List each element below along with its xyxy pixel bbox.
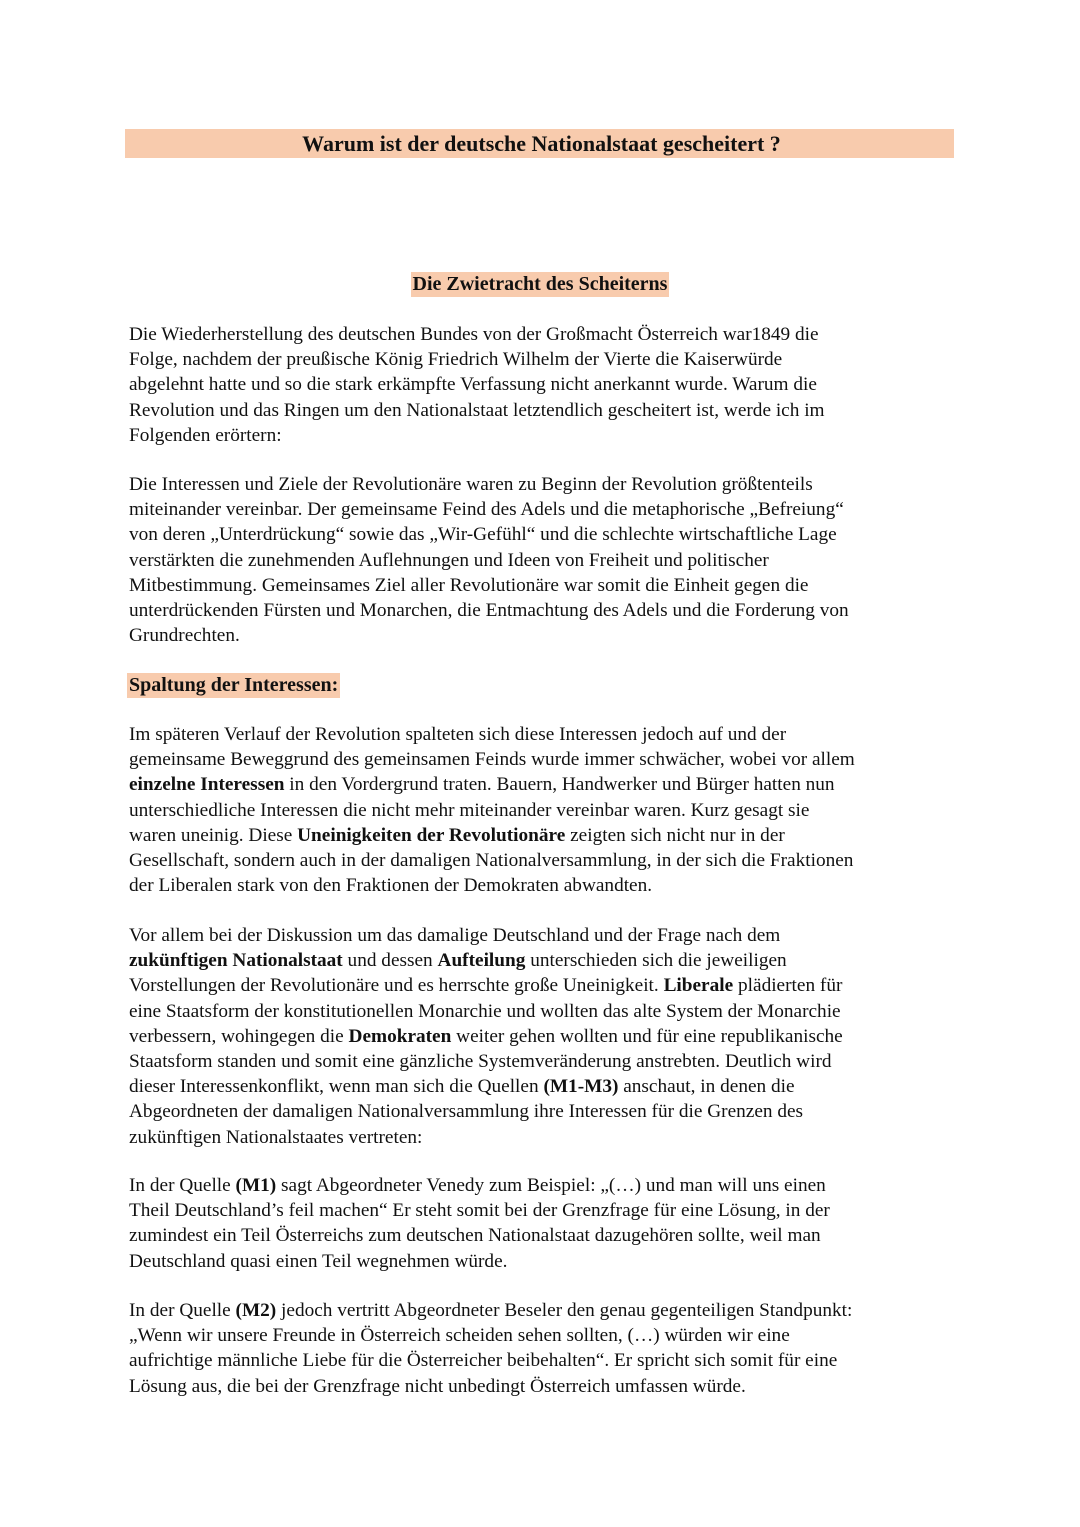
text-line: abgelehnt hatte und so die stark erkämpfte Verfassung nicht anerkannt wurde. Warum die xyxy=(129,374,817,396)
text-line: Gesellschaft, sondern auch in der damaligen Nationalversammlung, in der sich die Fraktionen xyxy=(129,850,854,872)
subtitle-wrap xyxy=(0,272,1080,297)
section-heading: Spaltung der Interessen: xyxy=(129,674,339,696)
text-line: zukünftigen Nationalstaat und dessen Aufteilung unterschieden sich die jeweiligen xyxy=(129,950,787,972)
paragraph-split xyxy=(129,722,959,898)
bold-term: (M1) xyxy=(235,1175,277,1196)
text-line: Die Wiederherstellung des deutschen Bundes von der Großmacht Österreich war1849 die xyxy=(129,324,819,345)
text-line: verbessern, wohingegen die Demokraten weiter gehen wollten und für eine republikanische xyxy=(129,1025,843,1047)
text-line: von deren „Unterdrückung“ sowie das „Wir-Gefühl“ und die schlechte wirtschaftliche Lage xyxy=(129,524,837,546)
text-line: In der Quelle (M1) sagt Abgeordneter Venedy zum Beispiel: „(…) und man will uns einen xyxy=(129,1175,826,1196)
bold-term: Aufteilung xyxy=(437,950,526,972)
text-line: zukünftigen Nationalstaates vertreten: xyxy=(129,1126,423,1148)
text-line: Folge, nachdem der preußische König Friedrich Wilhelm der Vierte die Kaiserwürde xyxy=(129,349,783,371)
paragraph-interests xyxy=(129,472,959,648)
text-line: verstärkten die zunehmenden Auflehnungen und Ideen von Freiheit und politischer xyxy=(129,549,769,571)
text-line: zumindest ein Teil Österreichs zum deutschen Nationalstaat dazugehören sollte, weil man xyxy=(129,1225,821,1247)
bold-term: einzelne Interessen xyxy=(129,774,285,796)
text-line: aufrichtige männliche Liebe für die Österreicher beibehalten“. Er spricht sich somit für eine xyxy=(129,1350,838,1372)
document-title: Warum ist der deutsche Nationalstaat gescheitert ? xyxy=(302,130,781,156)
text-line: einzelne Interessen in den Vordergrund traten. Bauern, Handwerker und Bürger hatten nun xyxy=(129,774,835,796)
bold-term: (M2) xyxy=(235,1300,277,1321)
text-line: Revolution und das Ringen um den Nationalstaat letztendlich gescheitert ist, werde ich im xyxy=(129,399,825,421)
text-line: Lösung aus, die bei der Grenzfrage nicht unbedingt Österreich umfassen würde. xyxy=(129,1375,746,1397)
text-line: Mitbestimmung. Gemeinsames Ziel aller Revolutionäre war somit die Einheit gegen die xyxy=(129,574,809,596)
text-line: Vorstellungen der Revolutionäre und es herrschte große Uneinigkeit. Liberale plädierten für xyxy=(129,975,843,997)
text-line: Theil Deutschland’s feil machen“ Er steht somit bei der Grenzfrage für eine Lösung, in der xyxy=(129,1200,830,1222)
text-line: eine Staatsform der konstitutionellen Monarchie und wollten das alte System der Monarchie xyxy=(129,1000,841,1022)
text-line: In der Quelle (M2) jedoch vertritt Abgeordneter Beseler den genau gegenteiligen Standpunkt: xyxy=(129,1300,853,1321)
paragraph-intro xyxy=(129,322,959,448)
text-line: Folgenden erörtern: xyxy=(129,424,282,446)
bold-term: Liberale xyxy=(663,975,734,997)
text-line: Vor allem bei der Diskussion um das damalige Deutschland und der Frage nach dem xyxy=(129,925,781,946)
title-bar xyxy=(125,129,954,158)
document-subtitle: Die Zwietracht des Scheiterns xyxy=(412,273,668,295)
text-line: „Wenn wir unsere Freunde in Österreich scheiden sehen sollten, (…) würden wir eine xyxy=(129,1325,790,1347)
text-line: unterschiedliche Interessen die nicht mehr miteinander vereinbar waren. Kurz gesagt sie xyxy=(129,799,810,821)
paragraph-source-m1 xyxy=(129,1173,959,1274)
text-line: waren uneinig. Diese Uneinigkeiten der Revolutionäre zeigten sich nicht nur in der xyxy=(129,824,785,846)
bold-term: zukünftigen Nationalstaat xyxy=(129,950,343,972)
bold-term: Demokraten xyxy=(348,1025,452,1047)
text-line: unterdrückenden Fürsten und Monarchen, die Entmachtung des Adels und die Forderung von xyxy=(129,600,849,622)
text-line: Staatsform standen und somit eine gänzliche Systemveränderung anstrebten. Deutlich wird xyxy=(129,1051,832,1073)
bold-term: (M1-M3) xyxy=(543,1076,619,1098)
text-line: Deutschland quasi einen Teil wegnehmen würde. xyxy=(129,1250,508,1272)
text-line: Im späteren Verlauf der Revolution spalteten sich diese Interessen jedoch auf und der xyxy=(129,724,787,745)
bold-term: Uneinigkeiten der Revolutionäre xyxy=(297,824,566,846)
text-line: Grundrechten. xyxy=(129,625,240,647)
paragraph-discussion xyxy=(129,923,959,1150)
paragraph-source-m2 xyxy=(129,1298,959,1399)
text-line: Abgeordneten der damaligen Nationalversammlung ihre Interessen für die Grenzen des xyxy=(129,1101,804,1123)
text-line: der Liberalen stark von den Fraktionen der Demokraten abwandten. xyxy=(129,875,653,897)
text-line: miteinander vereinbar. Der gemeinsame Feind des Adels und die metaphorische „Befreiung“ xyxy=(129,499,844,521)
text-line: gemeinsame Beweggrund des gemeinsamen Feinds wurde immer schwächer, wobei vor allem xyxy=(129,749,855,771)
text-line: dieser Interessenkonflikt, wenn man sich die Quellen (M1-M3) anschaut, in denen die xyxy=(129,1076,795,1098)
text-line: Die Interessen und Ziele der Revolutionäre waren zu Beginn der Revolution größtenteils xyxy=(129,474,813,495)
